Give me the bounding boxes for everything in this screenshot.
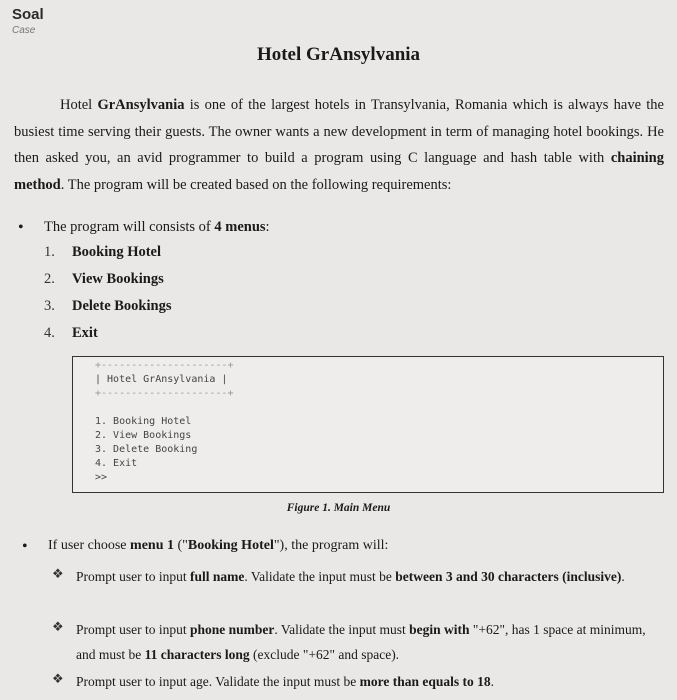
text-segment: phone number bbox=[190, 622, 275, 637]
menu-list-item: 1. Booking Hotel bbox=[44, 244, 162, 260]
figure-main-menu bbox=[72, 356, 664, 493]
section-sublabel: Case bbox=[12, 25, 36, 36]
menu-list-item: 2. View Bookings bbox=[44, 271, 164, 287]
sub-requirement-age bbox=[76, 669, 666, 694]
text-segment: 11 characters long bbox=[144, 647, 250, 662]
text-segment: . bbox=[621, 569, 625, 584]
console-output: +---------------------+ | Hotel GrAnsylvania | +---------------------+ 1. Booking Hotel 2. View Bookings 3. Delete Booking 4. Exit >> bbox=[95, 360, 234, 483]
intro-paragraph bbox=[14, 92, 664, 198]
section-label: Soal bbox=[12, 6, 44, 23]
text-segment: is one of the largest hotels in Transylvania, Romania which is always have the busiest time serving their guests. The owner wants a new development in term of managing hotel bookings. He then asked you, an avid programmer to build a program using C language and hash table with bbox=[14, 97, 664, 166]
text-segment: chaining method bbox=[14, 150, 664, 193]
text-segment: . Validate the input must be bbox=[244, 569, 396, 584]
document-title: Hotel GrAnsylvania bbox=[256, 44, 421, 65]
text-segment: . bbox=[490, 674, 494, 689]
menu-list bbox=[44, 244, 171, 352]
bullet-1-text: The program will consists of 4 menus: bbox=[44, 219, 270, 235]
text-segment: Prompt user to input bbox=[76, 569, 190, 584]
diamond-bullet-icon: ❖ bbox=[52, 671, 64, 686]
diamond-bullet-icon: ❖ bbox=[52, 566, 64, 581]
sub-requirement-name bbox=[76, 564, 666, 589]
text-segment: GrAnsylvania bbox=[97, 97, 185, 113]
text-segment: between 3 and 30 characters (inclusive) bbox=[395, 569, 622, 584]
text-segment: Prompt user to input age. Validate the input must be bbox=[76, 674, 360, 689]
diamond-bullet-icon: ❖ bbox=[52, 619, 64, 634]
bullet-2-dot: • bbox=[22, 538, 28, 555]
text-segment: "+62", has 1 space at minimum, and must be bbox=[76, 622, 646, 662]
text-segment: more than equals to 18 bbox=[359, 674, 491, 689]
figure-caption: Figure 1. Main Menu bbox=[286, 502, 391, 514]
text-segment: Prompt user to input bbox=[76, 622, 190, 637]
text-segment: . The program will be created based on the following requirements: bbox=[60, 176, 452, 193]
sub-requirement-phone bbox=[76, 617, 666, 667]
bullet-2-text: If user choose menu 1 ("Booking Hotel"), the program will: bbox=[48, 538, 389, 553]
text-segment: . Validate the input must bbox=[274, 622, 410, 637]
bullet-1-dot: • bbox=[18, 219, 24, 236]
menu-list-item: 4. Exit bbox=[44, 325, 98, 341]
text-segment: Hotel bbox=[60, 97, 98, 113]
text-segment: full name bbox=[190, 569, 245, 584]
text-segment: (exclude "+62" and space). bbox=[249, 647, 400, 662]
menu-list-item: 3. Delete Bookings bbox=[44, 298, 172, 314]
text-segment: begin with bbox=[409, 622, 470, 637]
